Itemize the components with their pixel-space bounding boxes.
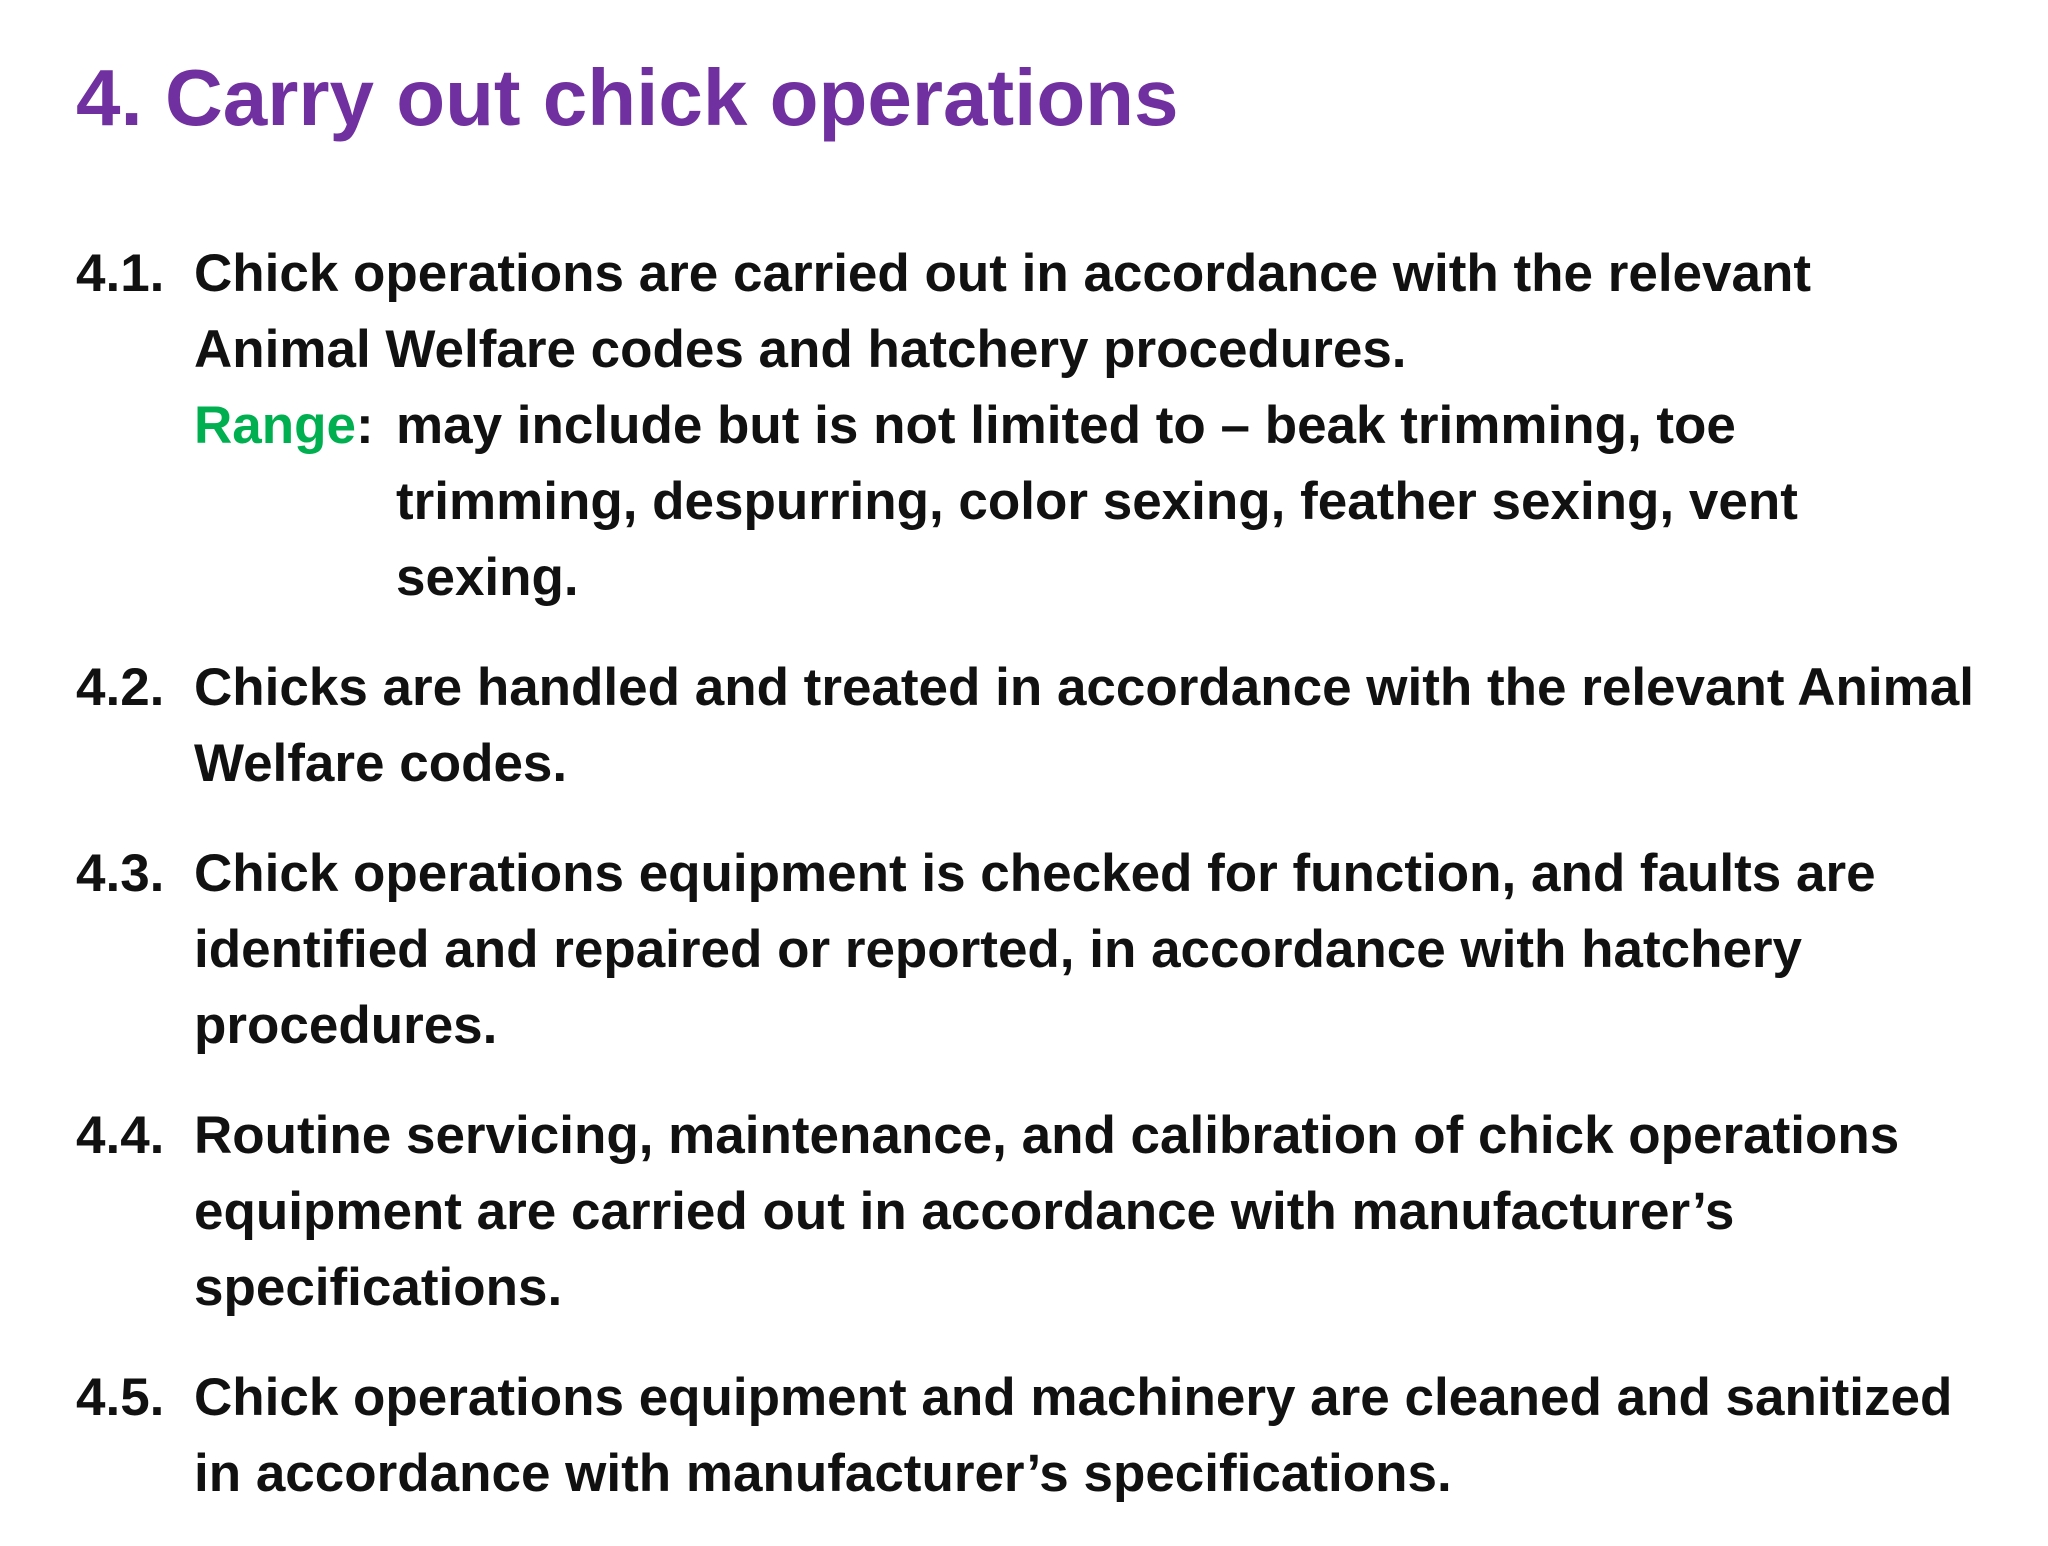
criterion-item (76, 236, 1976, 616)
criterion-item (76, 1098, 1976, 1326)
criterion-text: Routine servicing, maintenance, and calibration of chick operations equipment are carried out in accordance with manufacturer’s specifications. (194, 1106, 1900, 1317)
criterion-item (76, 1360, 1976, 1512)
range-heading (194, 388, 374, 464)
range-note (194, 388, 1976, 616)
criterion-number: 4.4. (76, 1106, 165, 1165)
criteria-list (76, 236, 1976, 1546)
criterion-number: 4.5. (76, 1368, 165, 1427)
criterion-text: Chick operations equipment is checked for function, and faults are identified and repaired or reported, in accordance with hatchery procedures. (194, 844, 1876, 1055)
criterion-number: 4.1. (76, 244, 165, 303)
criterion-item (76, 836, 1976, 1064)
criterion-number: 4.2. (76, 658, 165, 717)
criterion-number: 4.3. (76, 844, 165, 903)
range-text: may include but is not limited to – beak trimming, toe trimming, despurring, color sexing, feather sexing, vent sexing. (396, 396, 1798, 607)
criterion-item (76, 650, 1976, 802)
criterion-text: Chick operations are carried out in accordance with the relevant Animal Welfare codes and hatchery procedures. (194, 244, 1811, 379)
criterion-text: Chick operations equipment and machinery are cleaned and sanitized in accordance with manufacturer’s specifications. (194, 1368, 1953, 1503)
slide-title: 4. Carry out chick operations (76, 53, 1179, 142)
range-label: Range (194, 396, 356, 455)
criterion-text: Chicks are handled and treated in accordance with the relevant Animal Welfare codes. (194, 658, 1974, 793)
range-separator: : (355, 396, 374, 455)
